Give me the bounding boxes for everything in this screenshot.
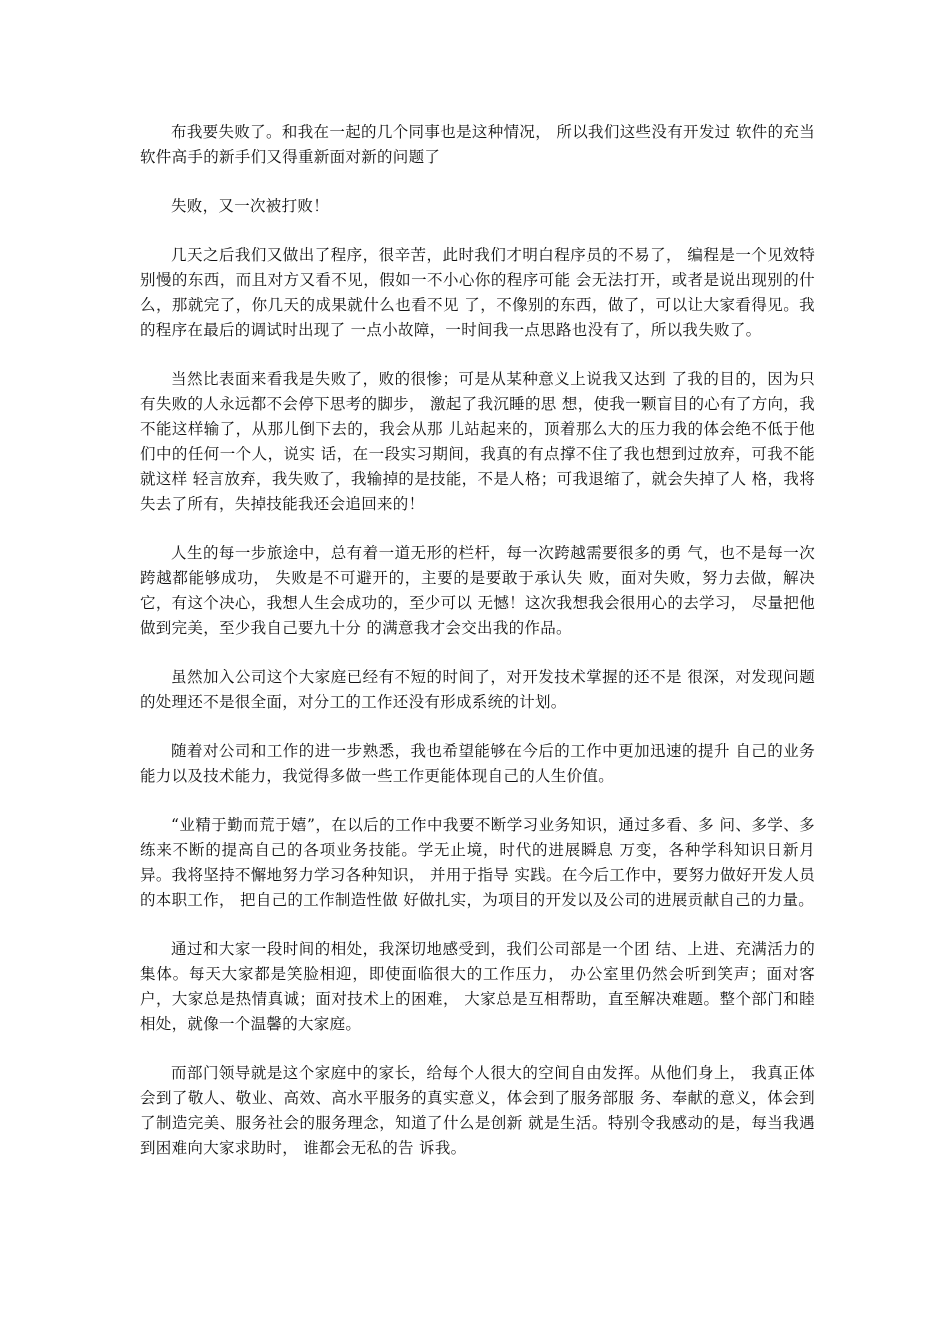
paragraph-8: “业精于勤而荒于嬉”，在以后的工作中我要不断学习业务知识，通过多看、多 问、多学、多练来不断的提高自己的各项业务技能。学无止境，时代的进展瞬息 万变，各种学科知识日新月异。我将坚持不懈地努力学习各种知识， 并用于指导 实践。在今后工作中，要努力做好开发人员的本职工作， 把自己的工作制造性做 好做扎实，为项目的开发以及公司的进展贡献自己的力量。 [140, 816, 815, 909]
paragraph-4: 当然比表面来看我是失败了，败的很惨；可是从某种意义上说我又达到 了我的目的，因为只有失败的人永远都不会停下思考的脚步， 激起了我沉睡的思 想，使我一颗盲目的心有了方向，我不能这样输了，从那儿倒下去的，我会从那 儿站起来的，顶着那么大的压力我的体会绝不低于他们中的任何一个人，说实 话，在一段实习期间，我真的有点撑不住了我也想到过放弃，可我不能就这样 轻言放弃，我失败了，我输掉的是技能，不是人格；可我退缩了，就会失掉了人 格，我将失去了所有，失掉技能我还会追回来的！ [140, 370, 815, 513]
paragraph-7: 随着对公司和工作的进一步熟悉，我也希望能够在今后的工作中更加迅速的提升 自己的业务能力以及技术能力，我觉得多做一些工作更能体现自己的人生价值。 [140, 742, 815, 785]
paragraph-5: 人生的每一步旅途中，总有着一道无形的栏杆，每一次跨越需要很多的勇 气，也不是每一次跨越都能够成功， 失败是不可避开的，主要的是要敢于承认失 败，面对失败，努力去做，解决它，有这个决心，我想人生会成功的，至少可以 无憾！这次我想我会很用心的去学习， 尽量把他做到完美，至少我自己要九十分 的满意我才会交出我的作品。 [140, 544, 815, 637]
paragraph-10: 而部门领导就是这个家庭中的家长，给每个人很大的空间自由发挥。从他们身上， 我真正体会到了敬人、敬业、高效、高水平服务的真实意义，体会到了服务部服 务、奉献的意义，体会到了制造完美、服务社会的服务理念，知道了什么是创新 就是生活。特别令我感动的是，每当我遇到困难向大家求助时， 谁都会无私的告 诉我。 [140, 1064, 815, 1157]
paragraph-2: 失败，又一次被打败！ [171, 197, 330, 215]
paragraph-3: 几天之后我们又做出了程序，很辛苦，此时我们才明白程序员的不易了， 编程是一个见效特别慢的东西，而且对方又看不见，假如一不小心你的程序可能 会无法打开，或者是说出现别的什么，那就完了，你几天的成果就什么也看不见 了，不像别的东西，做了，可以让大家看得见。我的程序在最后的调试时出现了 一点小故障，一时间我一点思路也没有了，所以我失败了。 [140, 246, 815, 339]
paragraph-1: 布我要失败了。和我在一起的几个同事也是这种情况， 所以我们这些没有开发过 软件的充当软件高手的新手们又得重新面对新的问题了 [140, 123, 815, 166]
paragraph-9: 通过和大家一段时间的相处，我深切地感受到，我们公司部是一个团 结、上进、充满活力的集体。每天大家都是笑脸相迎，即使面临很大的工作压力， 办公室里仍然会听到笑声；面对客户，大家总是热情真诚；面对技术上的困难， 大家总是互相帮助，直至解决难题。整个部门和睦相处，就像一个温馨的大家庭。 [140, 940, 815, 1033]
paragraph-6: 虽然加入公司这个大家庭已经有不短的时间了，对开发技术掌握的还不是 很深，对发现问题的处理还不是很全面，对分工的工作还没有形成系统的计划。 [140, 668, 815, 711]
document-page [140, 120, 815, 1185]
